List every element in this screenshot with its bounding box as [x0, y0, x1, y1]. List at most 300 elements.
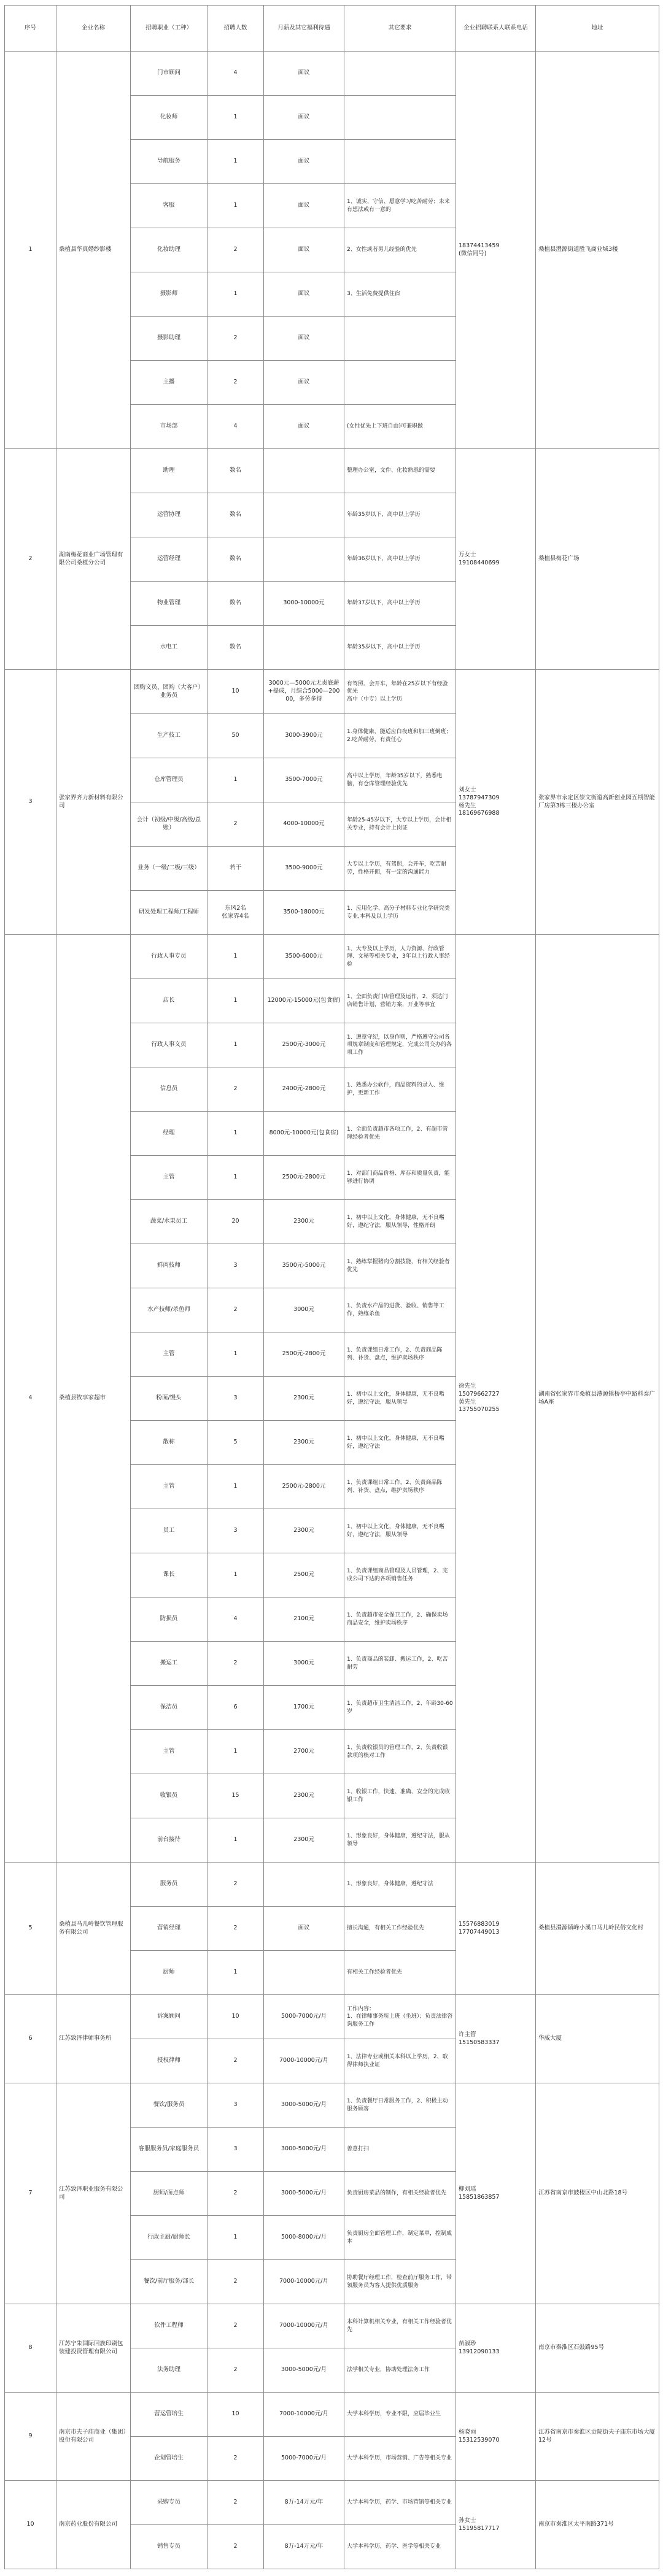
job-requirements-text: 1、全面负责门店管理及运作，2、须达门店销售计划，营销方案，开业等事宜 [347, 994, 448, 1008]
job-requirements [344, 758, 456, 802]
company-name [56, 1863, 131, 1995]
job-requirements [344, 449, 456, 493]
job-requirements-text: 2、女性或者男儿经验的优先 [347, 247, 417, 253]
job-headcount-text: 1 [233, 1571, 238, 1578]
job-requirements [344, 1377, 456, 1421]
company-name [56, 52, 131, 449]
job-headcount [207, 1332, 264, 1377]
job-requirements-text: 1、熟悉办公软件，商品资料的录入、维护，更新工作 [347, 1082, 444, 1096]
job-title-text: 授权律师 [157, 2057, 180, 2064]
job-requirements-text: 年龄25-45岁以下，大专以上学历，会计相关专业，持有会计上岗证 [347, 817, 452, 831]
job-title [131, 1023, 207, 1067]
job-title-text: 运营经理 [157, 555, 180, 563]
job-headcount [207, 1067, 264, 1112]
company-address [536, 2083, 659, 2304]
company-contact-text: 15576883019 17707449013 [459, 1920, 500, 1936]
job-headcount [207, 1377, 264, 1421]
job-title [131, 2437, 207, 2481]
job-requirements [344, 847, 456, 891]
job-requirements [344, 979, 456, 1023]
job-headcount-text: 1 [233, 202, 238, 209]
job-headcount-text: 50 [231, 732, 239, 739]
job-pay-text: 3000元—5000元无责底薪+提成，月综合5000—20000，多劳多得 [268, 680, 340, 702]
company-address-text: 江苏省南京市秦淮区贡院街夫子庙东市场大厦12号 [538, 2428, 656, 2443]
job-headcount-text: 4 [233, 1615, 238, 1623]
job-title-text: 主播 [163, 379, 175, 386]
job-title-text: 收银员 [160, 1792, 178, 1799]
job-pay [264, 405, 344, 449]
job-title-text: 摄影助理 [157, 334, 180, 342]
job-pay-text: 2300元 [293, 1394, 314, 1402]
job-requirements [344, 228, 456, 272]
job-requirements [344, 96, 456, 140]
job-headcount-text: 3 [233, 2145, 238, 2153]
job-requirements-text: 大学本科学历，市场营销、广告等相关专业 [347, 2455, 452, 2462]
job-pay-text: 8000元-10000元(包食宿) [269, 1129, 339, 1137]
company-contact-text: 孙女士 15195817717 [459, 2516, 500, 2532]
job-headcount-text: 1 [233, 1483, 238, 1490]
job-headcount [207, 2304, 264, 2348]
job-title [131, 1818, 207, 1863]
job-title-text: 搬运工 [160, 1659, 178, 1667]
job-title-text: 厨师/面点师 [153, 2190, 185, 2197]
company-address-text: 江苏省南京市鼓楼区中山北路18号 [538, 2190, 628, 2197]
job-requirements [344, 802, 456, 847]
job-title-text: 化妆助理 [157, 246, 180, 253]
company-number [5, 2304, 56, 2393]
company-number-text: 9 [28, 2432, 33, 2440]
job-requirements [344, 1995, 456, 2039]
job-headcount-text: 东风2名 张家界4名 [222, 904, 249, 920]
job-headcount [207, 537, 264, 582]
job-requirements [344, 2304, 456, 2348]
job-title [131, 52, 207, 96]
job-pay [264, 1244, 344, 1288]
company-number [5, 2481, 56, 2569]
job-title [131, 979, 207, 1023]
job-headcount-text: 1 [233, 113, 238, 121]
job-pay-text: 2500元 [293, 1571, 314, 1578]
job-headcount [207, 1244, 264, 1288]
job-title [131, 228, 207, 272]
job-requirements [344, 1156, 456, 1200]
job-pay [264, 758, 344, 802]
job-requirements [344, 1023, 456, 1067]
job-requirements-text: 年龄36岁以下，高中以上学历 [347, 556, 421, 563]
job-requirements [344, 714, 456, 758]
job-title-text: 营销经理 [157, 1924, 180, 1932]
job-title [131, 1730, 207, 1774]
job-headcount-text: 2 [233, 2322, 238, 2329]
company-address [536, 1995, 659, 2083]
job-headcount [207, 1156, 264, 1200]
job-headcount [207, 1598, 264, 1642]
job-pay [264, 1686, 344, 1730]
job-pay-text: 面议 [298, 246, 310, 253]
job-requirements-text: 1、全面负责超市各项工作，2、有超市管理经验者优先 [347, 1126, 448, 1140]
job-headcount-text: 10 [231, 2013, 239, 2020]
job-headcount [207, 2348, 264, 2393]
job-headcount-text: 1 [233, 1174, 238, 1181]
job-requirements [344, 1907, 456, 1951]
job-headcount [207, 802, 264, 847]
company-contact-text: 刘女士 13787947309 杨先生 18169676988 [459, 786, 500, 817]
job-requirements-text: 1、负责课组商品管理及人员管理，2、完成公司下达的各项销售任务 [347, 1568, 448, 1582]
job-requirements-text: 负责厨房全面管理工作，制定菜单，控制成本 [347, 2231, 452, 2245]
job-title [131, 2304, 207, 2348]
job-title-text: 诉案顾问 [157, 2013, 180, 2020]
job-pay [264, 1332, 344, 1377]
job-pay [264, 979, 344, 1023]
job-title-text: 销售专员 [157, 2543, 180, 2550]
job-headcount-text: 2 [233, 1659, 238, 1667]
job-pay [264, 1200, 344, 1244]
job-headcount [207, 2437, 264, 2481]
job-headcount [207, 1686, 264, 1730]
job-requirements [344, 272, 456, 317]
job-pay [264, 582, 344, 626]
job-title [131, 670, 207, 714]
job-title-text: 餐饮/前厅服务/部长 [143, 2278, 195, 2285]
table-row [5, 935, 659, 979]
job-title-text: 导航服务 [157, 158, 180, 165]
job-headcount-text: 2 [233, 2190, 238, 2197]
job-requirements [344, 2039, 456, 2083]
job-requirements-text: 本科计算机相关专业，有相关工作经验者优先 [347, 2319, 452, 2333]
job-pay [264, 1818, 344, 1863]
job-pay-text: 7000-10000元/月 [279, 2278, 329, 2285]
job-headcount-text: 2 [233, 2366, 238, 2374]
job-pay [264, 96, 344, 140]
job-title [131, 802, 207, 847]
job-headcount-text: 1 [233, 953, 238, 960]
job-pay-text: 面议 [298, 379, 310, 386]
job-pay-text: 7000-10000元/月 [279, 2057, 329, 2064]
company-address [536, 52, 659, 449]
table-header-row [5, 6, 659, 52]
header-headcount: 招聘人数 [207, 6, 264, 52]
job-title [131, 2039, 207, 2083]
job-title [131, 1288, 207, 1332]
job-pay [264, 1156, 344, 1200]
job-headcount [207, 1553, 264, 1598]
job-pay-text: 3500-7000元 [285, 776, 323, 783]
job-requirements [344, 537, 456, 582]
job-title [131, 2348, 207, 2393]
job-title-text: 员工 [163, 1527, 175, 1534]
company-contact [456, 2481, 536, 2569]
job-pay-text: 面议 [298, 202, 310, 209]
job-requirements-text: 年龄37岁以下，高中以上学历 [347, 600, 421, 607]
job-headcount [207, 2260, 264, 2304]
job-pay [264, 2348, 344, 2393]
job-pay [264, 2393, 344, 2437]
job-title [131, 582, 207, 626]
job-headcount-text: 1 [233, 776, 238, 783]
job-pay-text: 3000元 [293, 1306, 314, 1313]
job-title [131, 626, 207, 670]
job-pay-text: 面议 [298, 113, 310, 121]
job-pay [264, 1112, 344, 1156]
job-pay-text: 12000元-15000元(包食宿) [267, 997, 341, 1004]
job-pay-text: 3000-5000元/月 [281, 2101, 327, 2109]
job-pay-text: 面议 [298, 423, 310, 430]
company-number [5, 1863, 56, 1995]
header-contact: 企业招聘联系人联系电话 [456, 6, 536, 52]
company-number-text: 2 [28, 555, 33, 563]
job-requirements [344, 1863, 456, 1907]
job-pay [264, 52, 344, 96]
job-headcount [207, 2481, 264, 2525]
job-title [131, 714, 207, 758]
job-pay-text: 2300元 [293, 1836, 314, 1844]
job-headcount [207, 493, 264, 537]
job-requirements [344, 935, 456, 979]
job-pay-text: 3000-5000元/月 [281, 2145, 327, 2153]
job-headcount [207, 847, 264, 891]
company-address-text: 桑植县澧源街道胜飞商业城3楼 [538, 246, 618, 253]
company-number [5, 670, 56, 935]
job-pay-text: 3000-3900元 [285, 732, 323, 739]
job-headcount-text: 2 [233, 2455, 238, 2462]
job-pay-text: 面议 [298, 290, 310, 298]
job-title-text: 助理 [163, 467, 175, 474]
job-pay [264, 1421, 344, 1465]
job-pay-text: 1700元 [293, 1704, 314, 1711]
job-headcount [207, 1951, 264, 1995]
job-title [131, 1067, 207, 1112]
job-pay [264, 714, 344, 758]
job-headcount [207, 2216, 264, 2260]
job-headcount [207, 758, 264, 802]
company-contact-text: 柳刘瑶 15851863857 [459, 2185, 500, 2201]
job-title-text: 粉面/馒头 [156, 1394, 182, 1402]
job-title-text: 经理 [163, 1129, 175, 1137]
job-title [131, 272, 207, 317]
job-pay-text: 4000-10000元 [283, 820, 325, 828]
job-pay-text: 3000-10000元 [283, 599, 325, 607]
company-address-text: 南京市秦淮区石鼓路95号 [538, 2344, 605, 2351]
job-headcount-text: 2 [233, 1306, 238, 1313]
job-title [131, 1995, 207, 2039]
job-headcount-text: 2 [233, 334, 238, 342]
job-title [131, 1112, 207, 1156]
job-requirements-text: 1、对部门商品价格、库存和质量负责，能够进行协调 [347, 1171, 450, 1185]
header-no: 序号 [5, 6, 56, 52]
job-requirements-text: 1、负责超市安全保卫工作，2、确保卖场商品安全，维护卖场秩序 [347, 1612, 448, 1626]
job-title [131, 1951, 207, 1995]
job-headcount [207, 582, 264, 626]
job-title [131, 1377, 207, 1421]
company-name [56, 935, 131, 1863]
job-title-text: 客服服务员/家庭服务员 [138, 2145, 200, 2153]
job-pay-text: 面议 [298, 1924, 310, 1932]
job-title-text: 客服 [163, 202, 175, 209]
company-name-text: 桑植县牧享家超市 [59, 1394, 106, 1402]
job-requirements [344, 493, 456, 537]
job-title-text: 课长 [163, 1571, 175, 1578]
header-pay: 月薪及其它福利待遇 [264, 6, 344, 52]
job-title [131, 2393, 207, 2437]
job-headcount-text: 1 [233, 290, 238, 298]
job-requirements-text: 3、生活免费提供住宿 [347, 291, 400, 298]
job-headcount [207, 405, 264, 449]
job-title-text: 行政主厨/厨师长 [147, 2234, 190, 2241]
job-pay [264, 2481, 344, 2525]
job-pay-text: 8万-14万元/年 [284, 2499, 324, 2506]
job-pay-text: 8万-14万元/年 [284, 2543, 324, 2550]
company-address-text: 桑植县梅花广场 [538, 555, 580, 563]
job-requirements-text: 1、初中以上文化，身体健康，无不良嗜好，遵纪守法，服从领导 [347, 1524, 444, 1538]
job-headcount [207, 626, 264, 670]
job-pay-text: 3500-6000元 [285, 953, 323, 960]
table-row [5, 2083, 659, 2128]
job-requirements [344, 2128, 456, 2172]
company-name-text: 南京药业股份有限公司 [59, 2521, 118, 2528]
job-headcount-text: 若干 [229, 864, 241, 872]
job-title-text: 门市顾问 [157, 69, 180, 77]
job-requirements [344, 1553, 456, 1598]
job-pay [264, 537, 344, 582]
job-requirements-text: 1、负责商品的装卸、搬运工作，2、吃苦耐劳 [347, 1656, 448, 1671]
company-address [536, 2393, 659, 2481]
job-headcount-text: 2 [233, 2499, 238, 2506]
recruitment-table-sheet [4, 5, 659, 2571]
job-pay-text: 5000-7000元/月 [281, 2455, 327, 2462]
job-pay-text: 2300元 [293, 1439, 314, 1446]
job-title-text: 摄影师 [160, 290, 178, 298]
job-requirements-text: 有驾照、会开车，年龄在25岁以下有经验优先 高中（中专）以上学历 [347, 681, 448, 702]
job-headcount [207, 2083, 264, 2128]
company-number-text: 6 [28, 2035, 33, 2042]
job-pay-text: 3500元-5000元 [282, 1262, 326, 1269]
job-requirements-text: 大学本科学历，药学、市场营销等相关专业 [347, 2499, 452, 2506]
job-title-text: 鲜肉技师 [157, 1262, 180, 1269]
job-requirements-text: 1、大专及以上学历，人力资源、行政管理、文秘等相关专业，3年以上行政人事经验 [347, 946, 450, 967]
job-title [131, 317, 207, 361]
job-requirements [344, 1465, 456, 1509]
company-name-text: 湖南梅花商业广场管理有限公司桑植分公司 [59, 551, 123, 566]
job-title-text: 防损员 [160, 1615, 178, 1623]
job-pay [264, 2039, 344, 2083]
job-title [131, 935, 207, 979]
job-headcount [207, 1200, 264, 1244]
company-number-text: 5 [28, 1924, 33, 1932]
job-headcount-text: 1 [233, 2234, 238, 2241]
job-pay [264, 449, 344, 493]
job-title-text: 会计（初级/中级/高级/总账） [136, 816, 201, 831]
job-requirements-text: 1、负责餐厅日常服务工作，2、积极主动服务顾客 [347, 2098, 448, 2112]
job-requirements [344, 1244, 456, 1288]
job-title [131, 847, 207, 891]
job-headcount-text: 数名 [229, 555, 241, 563]
job-title [131, 1863, 207, 1907]
company-address [536, 1863, 659, 1995]
job-headcount-text: 3 [233, 1262, 238, 1269]
job-requirements-text: 大学本科学历，专业不限，应届毕业生 [347, 2411, 441, 2418]
job-pay [264, 1863, 344, 1907]
job-headcount-text: 2 [233, 246, 238, 253]
job-title [131, 1200, 207, 1244]
job-headcount [207, 670, 264, 714]
job-requirements-text: 负责厨房菜品的制作，有相关经验者优先 [347, 2190, 447, 2197]
job-requirements [344, 2260, 456, 2304]
table-row [5, 2393, 659, 2437]
job-pay [264, 1598, 344, 1642]
job-headcount [207, 1818, 264, 1863]
job-headcount [207, 1421, 264, 1465]
job-requirements [344, 1112, 456, 1156]
job-headcount-text: 5 [233, 1439, 238, 1446]
job-title-text: 仓库管理员 [154, 776, 184, 783]
company-name [56, 2393, 131, 2481]
job-title-text: 前台接待 [157, 1836, 180, 1844]
company-name [56, 1995, 131, 2083]
job-headcount [207, 361, 264, 405]
company-address [536, 2481, 659, 2569]
job-headcount [207, 1863, 264, 1907]
job-pay [264, 2216, 344, 2260]
company-name [56, 670, 131, 935]
header-job-title: 招聘职业（工种） [131, 6, 207, 52]
job-pay-text: 2400元-2800元 [282, 1085, 326, 1093]
company-contact-text: 许主管 15150583337 [459, 2031, 500, 2046]
job-title [131, 1421, 207, 1465]
job-pay-text: 2500元-2800元 [282, 1350, 326, 1358]
job-pay-text: 5000-7000元/月 [281, 2013, 327, 2020]
job-pay [264, 272, 344, 317]
header-requirements: 其它要求 [344, 6, 456, 52]
job-title-text: 化妆师 [160, 113, 178, 121]
job-title [131, 449, 207, 493]
job-headcount [207, 714, 264, 758]
company-contact [456, 2393, 536, 2481]
job-requirements-text: 擅长沟通，有相关工作经验优先 [347, 1925, 425, 1932]
job-headcount-text: 1 [233, 1969, 238, 1976]
job-pay-text: 3500-18000元 [283, 909, 325, 916]
job-title [131, 2481, 207, 2525]
company-number-text: 7 [28, 2190, 33, 2197]
job-title-text: 运营协理 [157, 511, 180, 518]
job-title-text: 餐饮/服务员 [153, 2101, 185, 2109]
job-pay [264, 1730, 344, 1774]
job-requirements [344, 405, 456, 449]
job-requirements-text: 1、收银工作，快速、准确、安全的完成收银工作 [347, 1789, 450, 1803]
job-headcount [207, 1509, 264, 1553]
company-contact-text: 杨晓雨 15312539070 [459, 2428, 500, 2443]
table-row [5, 1863, 659, 1907]
job-headcount-text: 1 [233, 1041, 238, 1048]
job-title-text: 蔬菜/水果员工 [150, 1218, 188, 1225]
job-title [131, 1553, 207, 1598]
job-requirements [344, 626, 456, 670]
job-headcount [207, 96, 264, 140]
job-requirements [344, 1598, 456, 1642]
job-requirements [344, 52, 456, 96]
job-title [131, 1332, 207, 1377]
job-pay-text: 3000-5000元/月 [281, 2190, 327, 2197]
job-pay [264, 1067, 344, 1112]
job-title-text: 法务助理 [157, 2366, 180, 2374]
job-pay [264, 670, 344, 714]
job-pay [264, 626, 344, 670]
job-title-text: 主管 [163, 1350, 175, 1358]
job-pay [264, 2083, 344, 2128]
job-pay-text: 2300元 [293, 1218, 314, 1225]
job-requirements-text: 1、负责课组日常工作，2、负责商品陈列、补货、盘点，维护卖场秩序 [347, 1347, 443, 1361]
job-pay-text: 3000元 [293, 1659, 314, 1667]
job-headcount-text: 1 [233, 1129, 238, 1137]
